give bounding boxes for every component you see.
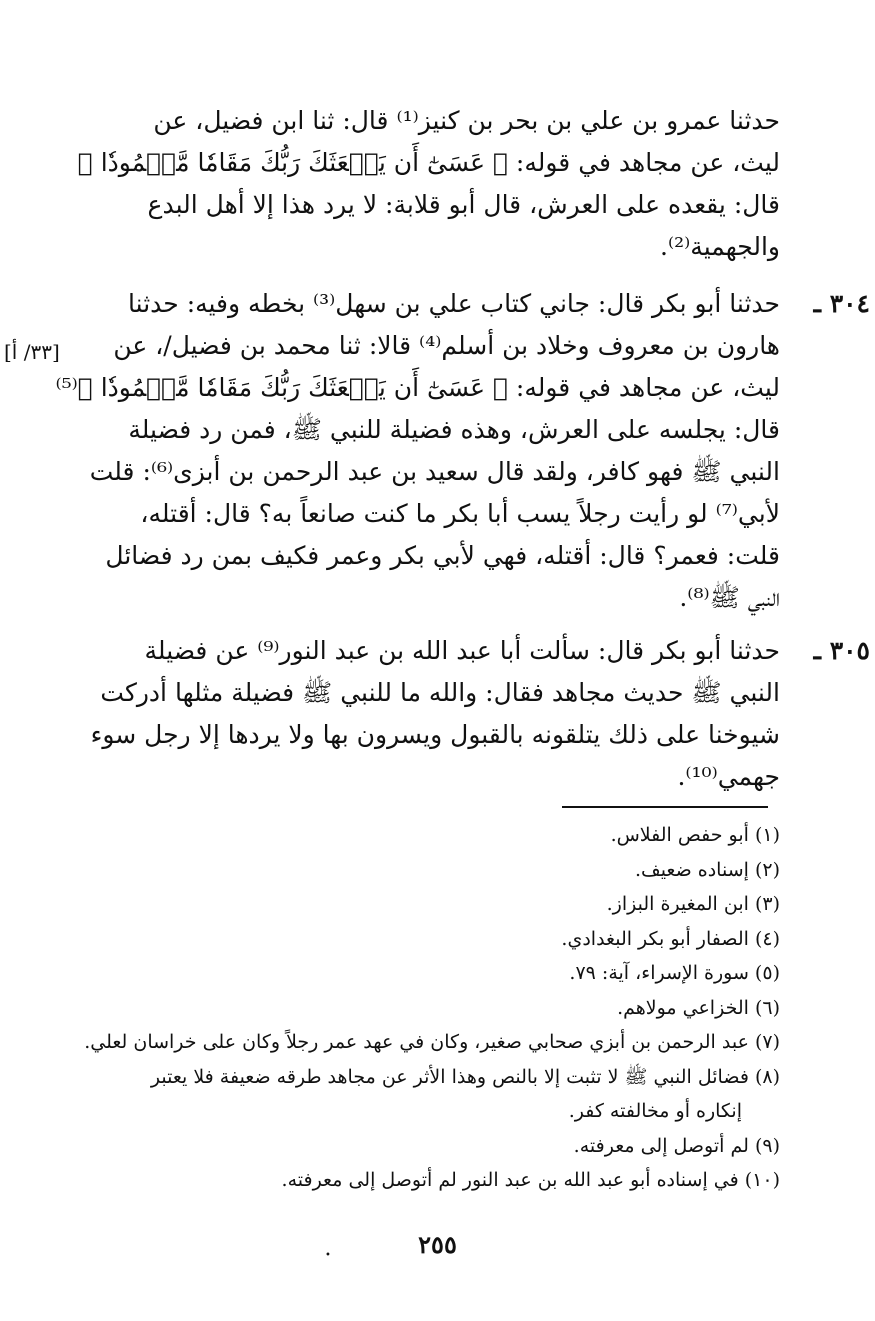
text-line: هارون بن معروف وخلاد بن أسلم⁽⁴⁾ قالا: ثنا محمد بن فضيل/، عن: [113, 331, 780, 360]
footnote: (٧) عبد الرحمن بن أبزي صحابي صغير، وكان في عهد عمر رجلاً وكان على خراسان لعلي.: [84, 1031, 780, 1053]
footnote-continuation: إنكاره أو مخالفته كفر.: [568, 1100, 742, 1122]
text-line: قال: يقعده على العرش، قال أبو قلابة: لا يرد هذا إلا أهل البدع: [147, 190, 780, 219]
hadith-number: ٣٠٤ ـ: [813, 289, 870, 318]
text-line: حدثنا عمرو بن علي بن بحر بن كنيز⁽¹⁾ قال: ثنا ابن فضيل، عن: [153, 106, 780, 135]
text-line: والجهمية⁽²⁾.: [660, 232, 780, 261]
text-line: شيوخنا على ذلك يتلقونه بالقبول ويسرون بها ولا يردها إلا رجل سوء: [90, 720, 780, 749]
quran-verse-line: ليث، عن مجاهد في قوله: ﴿ عَسَىٰٓ أَن يَبۡعَثَكَ رَبُّكَ مَقَامٗا مَّحۡمُودٗا ﴾: [77, 148, 780, 177]
manuscript-folio-marker: [٣٣/ أ]: [4, 340, 60, 364]
text-line: قلت: فعمر؟ قال: أقتله، فهي لأبي بكر وعمر فكيف بمن رد فضائل: [105, 541, 780, 570]
footnote: (٩) لم أتوصل إلى معرفته.: [573, 1134, 780, 1157]
quran-verse-line: ليث، عن مجاهد في قوله: ﴿ عَسَىٰٓ أَن يَبۡعَثَكَ رَبُّكَ مَقَامٗا مَّحۡمُودٗا ﴾⁽⁵⁾: [55, 373, 780, 402]
footnote: (٣) ابن المغيرة البزاز.: [606, 893, 780, 915]
footnote: (١) أبو حفص الفلاس.: [610, 824, 780, 846]
hadith-number: ٣٠٥ ـ: [813, 636, 870, 665]
text-line: النبي ﷺ حديث مجاهد فقال: والله ما للنبي ﷺ فضيلة مثلها أدركت: [100, 678, 780, 707]
footnote: (٢) إسناده ضعيف.: [634, 858, 780, 881]
page-number: ٢٥٥: [418, 1230, 457, 1259]
paragraph-305: [72, 630, 870, 798]
footnote: (٥) سورة الإسراء، آية: ٧٩.: [569, 962, 780, 984]
paragraph-304: [55, 283, 870, 619]
footnote-separator: [562, 806, 768, 808]
footnote: (٤) الصفار أبو بكر البغدادي.: [561, 927, 780, 950]
text-line: قال: يجلسه على العرش، وهذه فضيلة للنبي ﷺ، فمن رد فضيلة: [128, 415, 780, 444]
text-line: جهمي⁽¹⁰⁾.: [677, 762, 780, 791]
print-speck: •: [325, 1250, 331, 1261]
text-line: النبي ﷺ⁽⁸⁾.: [679, 583, 780, 612]
paragraph-303: [72, 100, 780, 268]
text-line: لأبي⁽⁷⁾ لو رأيت رجلاً يسب أبا بكر ما كنت صانعاً به؟ قال: أقتله،: [140, 499, 780, 528]
footnote: (٨) فضائل النبي ﷺ لا تثبت إلا بالنص وهذا الأثر عن مجاهد طرقه ضعيفة فلا يعتبر: [150, 1065, 780, 1088]
text-line: حدثنا أبو بكر قال: جاني كتاب علي بن سهل⁽³⁾ بخطه وفيه: حدثنا: [128, 289, 780, 318]
text-line: حدثنا أبو بكر قال: سألت أبا عبد الله بن عبد النور⁽⁹⁾ عن فضيلة: [144, 636, 780, 665]
footnote: (٦) الخزاعي مولاهم.: [617, 996, 780, 1019]
footnote: (١٠) في إسناده أبو عبد الله بن عبد النور لم أتوصل إلى معرفته.: [281, 1169, 780, 1191]
footnotes: [70, 818, 780, 1198]
text-line: النبي ﷺ فهو كافر، ولقد قال سعيد بن عبد الرحمن بن أبزى⁽⁶⁾: قلت: [89, 457, 780, 486]
